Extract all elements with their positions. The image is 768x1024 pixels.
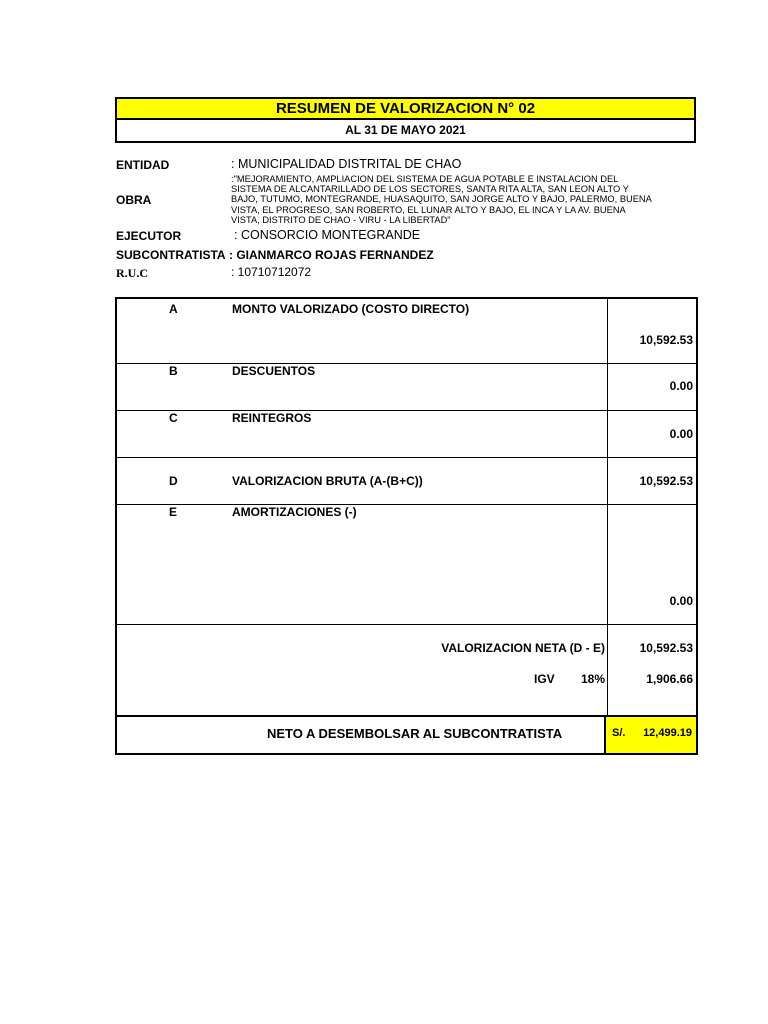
igv-amount: 1,906.66 bbox=[646, 672, 693, 686]
obra-line: SISTEMA DE ALCANTARILLADO DE LOS SECTORES, SANTA RITA ALTA, SAN LEON ALTO Y bbox=[231, 184, 629, 195]
subcontratista-value: : GIANMARCO ROJAS FERNANDEZ bbox=[229, 248, 434, 262]
ejecutor-value: : CONSORCIO MONTEGRANDE bbox=[234, 228, 421, 242]
row-amount: 0.00 bbox=[669, 427, 693, 441]
ejecutor-label: EJECUTOR bbox=[116, 229, 182, 243]
row-divider bbox=[117, 363, 696, 364]
subcontratista-label: SUBCONTRATISTA bbox=[116, 248, 226, 262]
row-concept: DESCUENTOS bbox=[232, 364, 316, 378]
row-amount: 0.00 bbox=[669, 594, 693, 608]
document-date: AL 31 DE MAYO 2021 bbox=[115, 119, 696, 143]
valorizacion-neta-amount: 10,592.53 bbox=[639, 641, 693, 655]
obra-line: VISTA, EL PROGRESO, SAN ROBERTO, EL LUNAR ALTO Y BAJO, EL INCA Y LA AV. BUENA bbox=[231, 204, 626, 215]
obra-line: VISTA, DISTRITO DE CHAO - VIRU - LA LIBERTAD" bbox=[231, 214, 451, 225]
neto-amount: 12,499.19 bbox=[643, 727, 692, 739]
row-letter: A bbox=[169, 302, 178, 316]
row-amount: 10,592.53 bbox=[639, 333, 693, 347]
row-divider bbox=[117, 410, 696, 411]
obra-line: :"MEJORAMIENTO, AMPLIACION DEL SISTEMA DE AGUA POTABLE E INSTALACION DEL bbox=[231, 174, 619, 184]
row-letter: B bbox=[169, 364, 178, 378]
valuation-table bbox=[115, 297, 698, 755]
row-divider bbox=[117, 624, 696, 625]
row-concept: AMORTIZACIONES (-) bbox=[232, 505, 357, 519]
document-title: RESUMEN DE VALORIZACION N° 02 bbox=[115, 97, 696, 120]
row-concept: REINTEGROS bbox=[232, 411, 312, 425]
ruc-value: : 10710712072 bbox=[231, 265, 312, 279]
row-concept: MONTO VALORIZADO (COSTO DIRECTO) bbox=[232, 302, 470, 316]
currency-symbol: S/. bbox=[612, 727, 626, 739]
ruc-label: R.U.C bbox=[116, 266, 148, 280]
row-amount: 0.00 bbox=[669, 379, 693, 393]
row-amount: 10,592.53 bbox=[639, 474, 693, 488]
obra-label: OBRA bbox=[116, 193, 152, 207]
valorizacion-neta-label: VALORIZACION NETA (D - E) bbox=[441, 641, 605, 655]
row-letter: E bbox=[169, 505, 178, 519]
row-concept: VALORIZACION BRUTA (A-(B+C)) bbox=[232, 474, 423, 488]
neto-amount-cell bbox=[604, 717, 696, 753]
row-letter: D bbox=[169, 474, 178, 488]
row-divider bbox=[117, 457, 696, 458]
obra-description bbox=[231, 174, 701, 225]
entidad-value: : MUNICIPALIDAD DISTRITAL DE CHAO bbox=[231, 157, 462, 171]
row-letter: C bbox=[169, 411, 178, 425]
neto-row bbox=[117, 715, 696, 753]
obra-line: BAJO, TUTUMO, MONTEGRANDE, HUASAQUITO, SAN JORGE ALTO Y BAJO, PALERMO, BUENA bbox=[231, 194, 652, 205]
igv-rate: 18% bbox=[581, 672, 606, 686]
row-divider bbox=[117, 504, 696, 505]
neto-label: NETO A DESEMBOLSAR AL SUBCONTRATISTA bbox=[267, 726, 563, 741]
entidad-label: ENTIDAD bbox=[116, 158, 170, 172]
igv-label: IGV bbox=[534, 672, 555, 686]
